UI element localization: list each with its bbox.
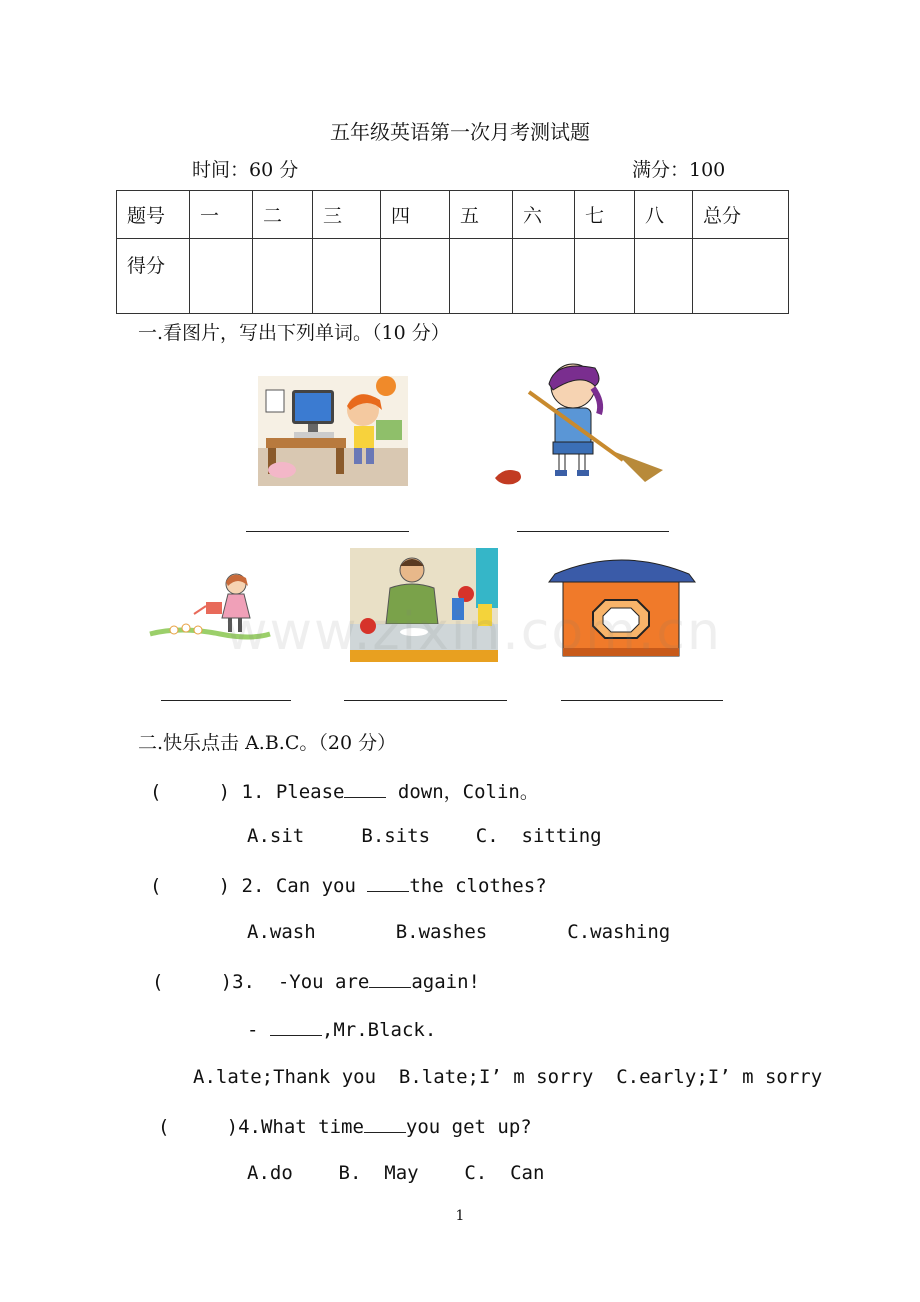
header-cell: 四 — [381, 191, 450, 239]
header-cell: 八 — [635, 191, 693, 239]
header-cell: 题号 — [117, 191, 190, 239]
page-number: 1 — [455, 1208, 465, 1224]
answer-line-1[interactable] — [246, 531, 409, 532]
watermark-text: www.zixin.com.cn — [225, 602, 722, 662]
score-table-score-row — [117, 239, 789, 314]
time-limit: 时间：60 分 — [192, 159, 299, 181]
question-4-options: A.do B. May C. Can — [247, 1162, 545, 1184]
question-4 — [158, 1114, 532, 1138]
header-cell: 一 — [190, 191, 253, 239]
header-cell: 七 — [575, 191, 635, 239]
question-3-reply — [247, 1017, 436, 1041]
reply-dash: - — [247, 1019, 270, 1041]
answer-paren: ( ) 2. — [150, 875, 265, 897]
header-cell: 三 — [313, 191, 381, 239]
score-table-header-row — [117, 191, 789, 239]
fill-blank[interactable] — [367, 873, 409, 892]
question-text: What time — [260, 1116, 364, 1138]
header-cell: 二 — [253, 191, 313, 239]
score-table — [116, 190, 789, 314]
question-2-options: A.wash B.washes C.washing — [247, 921, 671, 943]
sweeping-picture — [495, 362, 665, 488]
question-text: Can you — [275, 875, 368, 897]
question-text: down，Colin。 — [386, 781, 539, 803]
question-text: -You are — [277, 971, 370, 993]
score-cell[interactable] — [253, 239, 313, 314]
reply-text: ,Mr.Black. — [321, 1019, 437, 1041]
question-text: you get up? — [405, 1116, 532, 1138]
question-text: again! — [411, 971, 480, 993]
header-cell: 六 — [513, 191, 575, 239]
score-cell[interactable] — [381, 239, 450, 314]
question-text: the clothes? — [409, 875, 547, 897]
score-cell[interactable] — [635, 239, 693, 314]
fill-blank[interactable] — [270, 1017, 322, 1036]
answer-paren: ( ) 1. — [150, 781, 265, 803]
score-cell[interactable] — [513, 239, 575, 314]
question-3-options: A.late;Thank you B.late;I’ m sorry C.early;I’ m sorry — [193, 1066, 823, 1088]
score-row-label: 得分 — [117, 239, 190, 314]
fill-blank[interactable] — [369, 969, 411, 988]
answer-line-5[interactable] — [561, 700, 723, 701]
answer-paren: ( )4. — [158, 1116, 261, 1138]
fill-blank[interactable] — [364, 1114, 406, 1133]
section1-heading: 一.看图片，写出下列单词。（10 分） — [138, 322, 450, 344]
question-3 — [152, 969, 480, 993]
question-1 — [150, 777, 539, 804]
section2-heading: 二.快乐点击 A.B.C。（20 分） — [138, 732, 397, 754]
score-cell[interactable] — [313, 239, 381, 314]
full-score: 满分：100 — [632, 159, 726, 181]
score-cell[interactable] — [693, 239, 789, 314]
header-cell: 五 — [450, 191, 513, 239]
score-cell[interactable] — [190, 239, 253, 314]
answer-line-4[interactable] — [344, 700, 507, 701]
page-title: 五年级英语第一次月考测试题 — [330, 120, 590, 144]
answer-paren: ( )3. — [152, 971, 255, 993]
question-2 — [150, 873, 547, 897]
score-cell[interactable] — [450, 239, 513, 314]
question-text: Please — [275, 781, 345, 803]
score-cell[interactable] — [575, 239, 635, 314]
question-1-options: A.sit B.sits C. sitting — [247, 825, 602, 847]
answer-line-2[interactable] — [517, 531, 669, 532]
header-cell: 总分 — [693, 191, 789, 239]
answer-line-3[interactable] — [161, 700, 291, 701]
fill-blank[interactable] — [344, 779, 386, 798]
computer-picture — [258, 376, 408, 486]
